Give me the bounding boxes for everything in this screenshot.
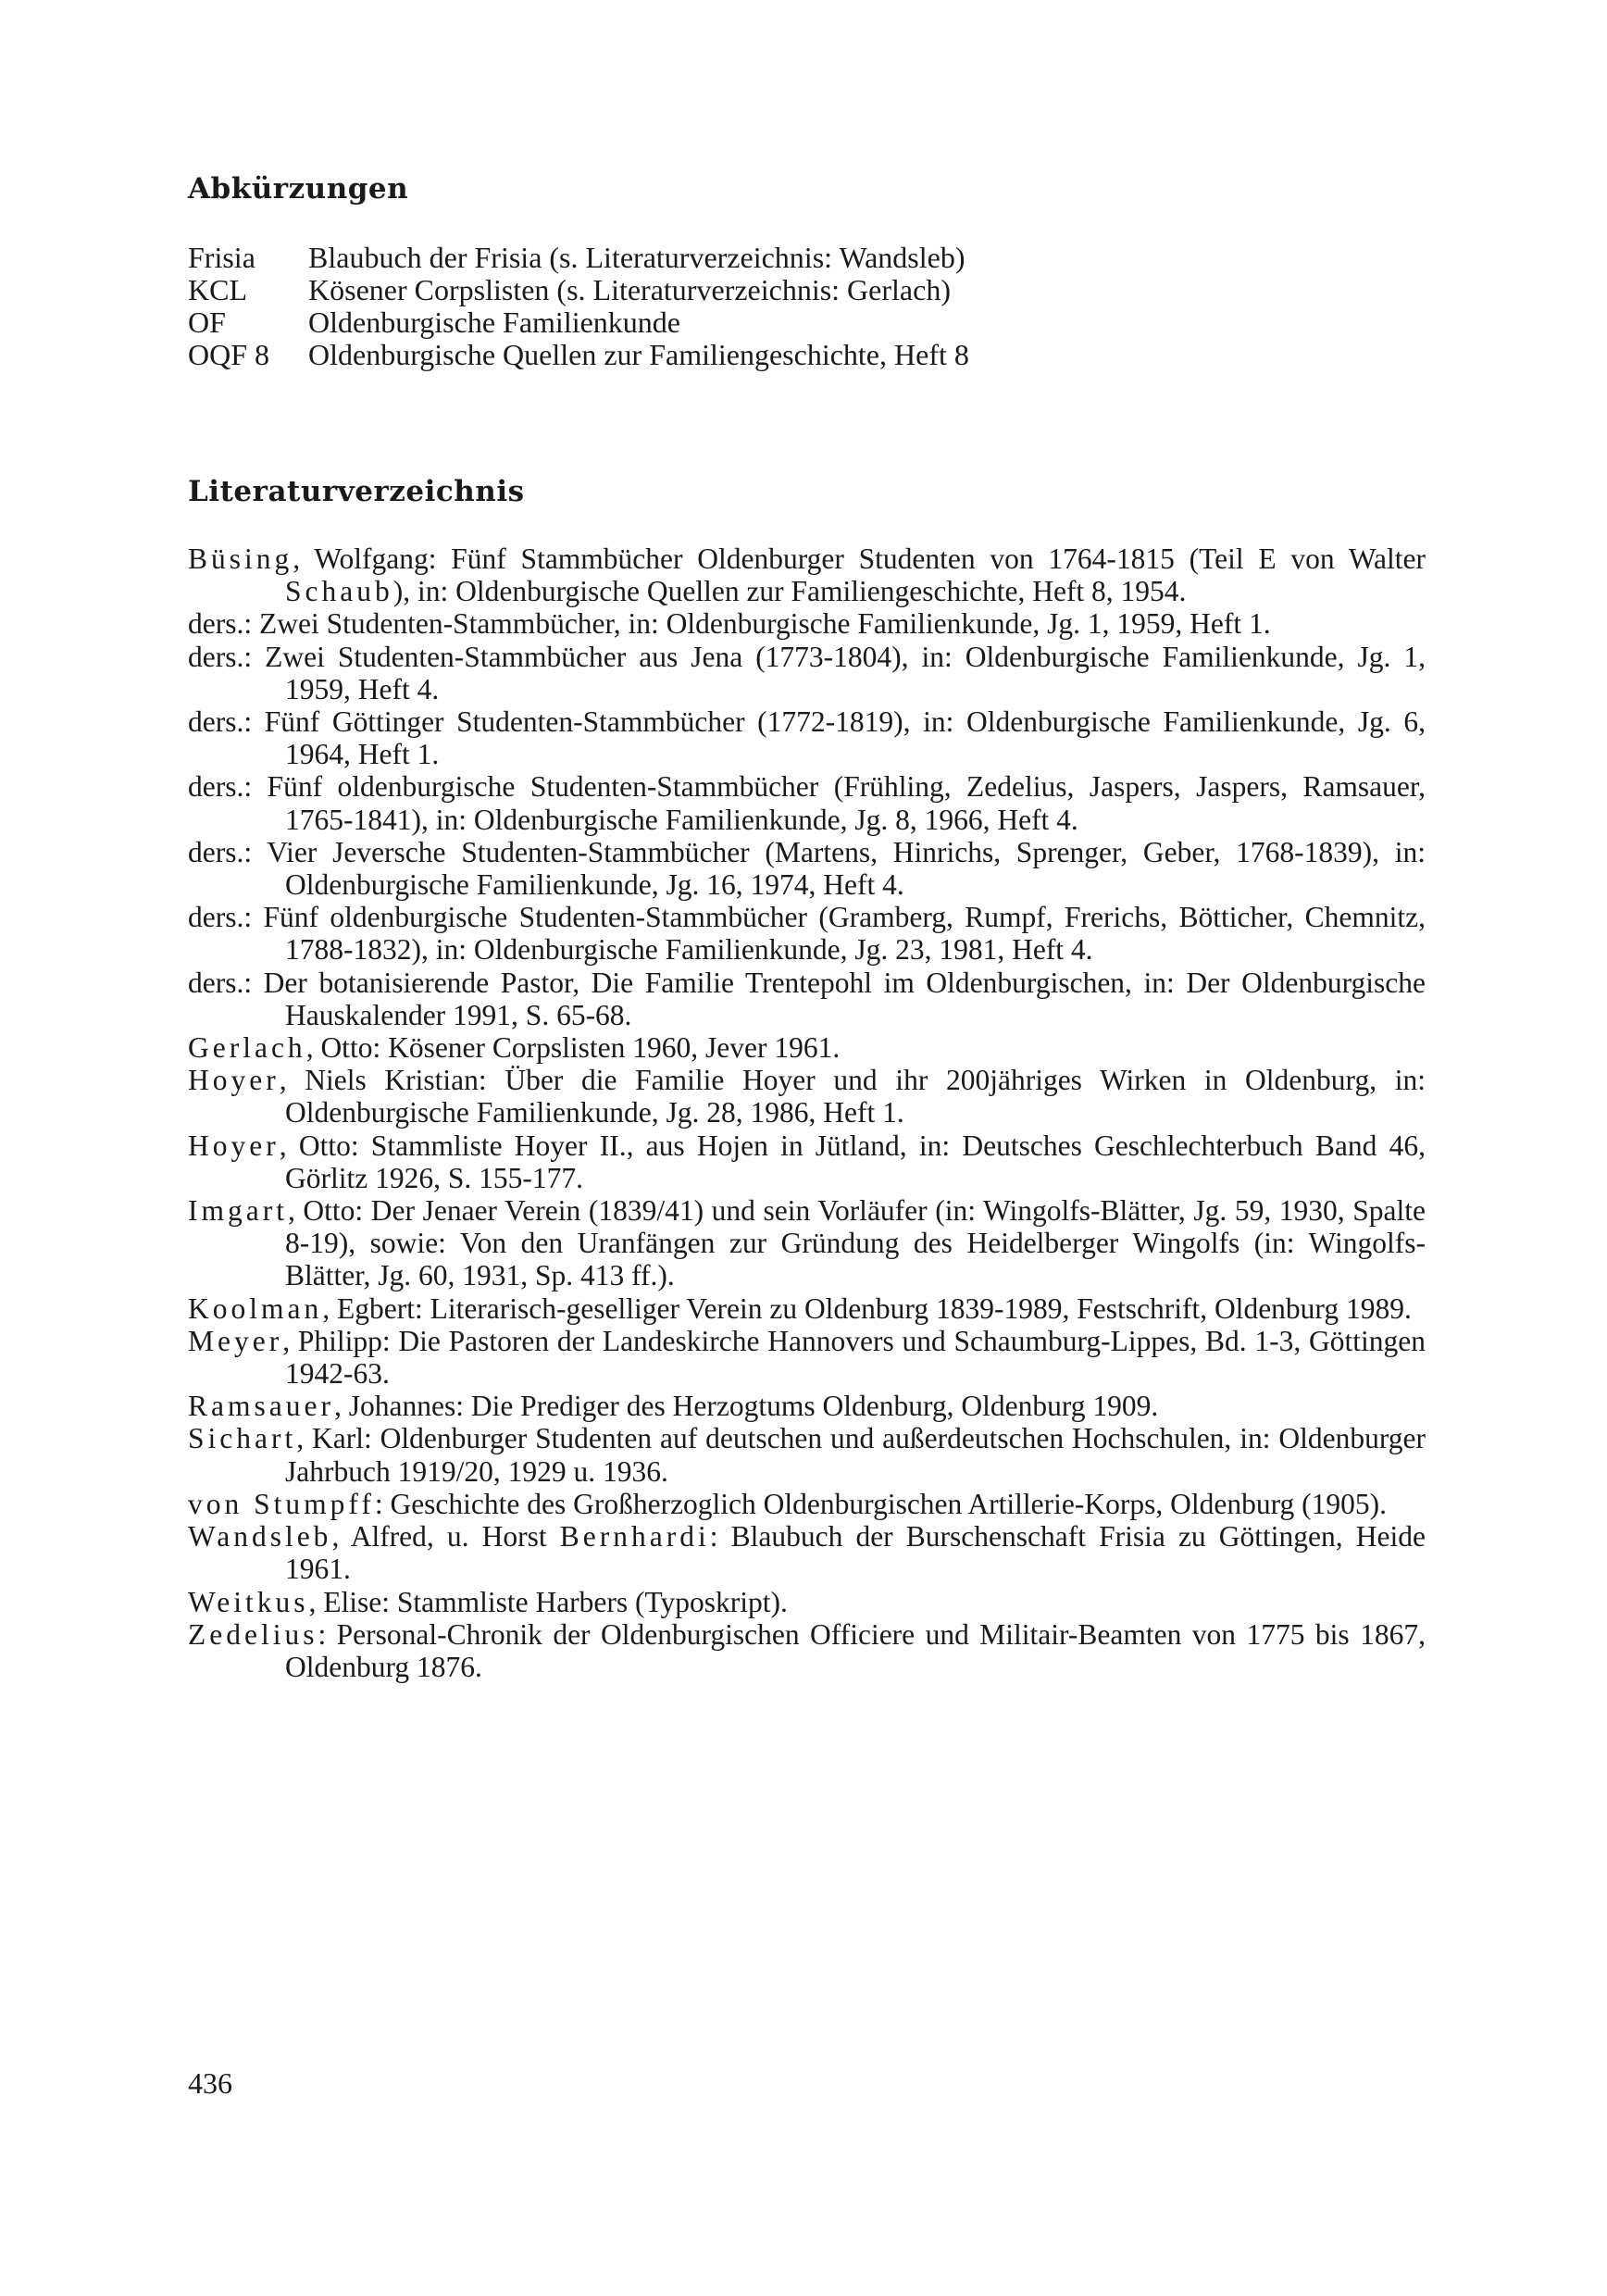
- abbreviation-key: KCL: [188, 273, 247, 306]
- entry-author: Gerlach: [188, 1031, 306, 1065]
- entry-text: : Der botanisierende Pastor, Die Familie Trentepohl im Oldenburgischen, in: Der Oldenburgische Hauskalender 1991, S. 65-68.: [243, 966, 1426, 1031]
- bibliography-entry: [188, 1390, 1426, 1422]
- entry-prefix: ders.: [188, 966, 244, 999]
- entry-text: : Geschichte des Großherzoglich Oldenburgischen Artillerie-Korps, Oldenburg (1905).: [374, 1487, 1387, 1520]
- entry-coauthor: Bernhardi: [559, 1520, 710, 1554]
- abbreviations-list: [188, 242, 1428, 371]
- entry-author: Hoyer: [188, 1064, 280, 1097]
- entry-text: , Otto: Der Jenaer Verein (1839/41) und sein Vorläufer (in: Wingolfs-Blätter, Jg. 59, 1930, Spalte 8-19), sowie: Von den Uranfängen zur Gründung des Heidelberger Wingolfs (in: Wingolfs-Blätter, Jg. 60, 1931, Sp. 413 ff.).: [285, 1194, 1426, 1292]
- entry-text: , Karl: Oldenburger Studenten auf deutschen und außerdeutschen Hochschulen, in: Oldenburger Jahrbuch 1919/20, 1929 u. 1936.: [285, 1422, 1426, 1488]
- bibliography-entry: [188, 770, 1426, 835]
- bibliography-entry: [188, 641, 1426, 705]
- abbreviation-value: Oldenburgische Familienkunde: [308, 306, 680, 339]
- entry-prefix: ders.: [188, 607, 244, 641]
- bibliography-entry: [188, 1064, 1426, 1129]
- entry-prefix: ders.: [188, 770, 244, 804]
- bibliography-entry: [188, 836, 1426, 901]
- literature-heading: Literaturverzeichnis: [188, 475, 525, 508]
- abbreviations-heading: Abkürzungen: [188, 172, 409, 206]
- bibliography-entry: [188, 1129, 1426, 1194]
- entry-author: Koolman: [188, 1292, 323, 1325]
- bibliography-entry: [188, 1292, 1426, 1325]
- bibliography-entry: [188, 1618, 1426, 1683]
- bibliography-entry: [188, 1194, 1426, 1292]
- bibliography-entry: [188, 607, 1426, 640]
- entry-author: Hoyer: [188, 1129, 280, 1162]
- page-number: 436: [188, 2066, 232, 2100]
- entry-text: : Zwei Studenten-Stammbücher, in: Oldenburgische Familienkunde, Jg. 1, 1959, Heft 1.: [243, 607, 1271, 641]
- abbreviation-row: [188, 339, 1428, 371]
- bibliography-entry: [188, 1586, 1426, 1618]
- entry-author: Wandsleb: [188, 1520, 332, 1554]
- bibliography-entry: [188, 967, 1426, 1031]
- bibliography-entry: [188, 543, 1426, 607]
- entry-author: Meyer: [188, 1324, 283, 1357]
- abbreviation-value: Oldenburgische Quellen zur Familiengeschichte, Heft 8: [308, 338, 969, 371]
- entry-text: : Fünf Göttinger Studenten-Stammbücher (1772-1819), in: Oldenburgische Familienkunde, Jg. 6, 1964, Heft 1.: [243, 705, 1426, 771]
- entry-text: : Fünf oldenburgische Studenten-Stammbücher (Frühling, Zedelius, Jaspers, Jaspers, Ramsauer, 1765-1841), in: Oldenburgische Familienkunde, Jg. 8, 1966, Heft 4.: [243, 770, 1426, 836]
- entry-prefix: ders.: [188, 901, 244, 934]
- abbreviation-key: OQF 8: [188, 338, 270, 371]
- entry-text: : Blaubuch der Burschenschaft Frisia zu Göttingen, Heide 1961.: [285, 1520, 1426, 1586]
- abbreviation-value: Blaubuch der Frisia (s. Literaturverzeichnis: Wandsleb): [308, 241, 965, 274]
- bibliography-entry: [188, 1422, 1426, 1487]
- entry-prefix: ders.: [188, 705, 244, 739]
- entry-text: , Alfred, u. Horst: [331, 1520, 560, 1554]
- entry-text: , Niels Kristian: Über die Familie Hoyer und ihr 200jähriges Wirken in Oldenburg, in: Oldenburgische Familienkunde, Jg. 28, 1986, Heft 1.: [279, 1064, 1426, 1129]
- entry-author: Sichart: [188, 1422, 297, 1455]
- bibliography-entry: [188, 705, 1426, 770]
- entry-author: Ramsauer: [188, 1390, 334, 1423]
- abbreviation-row: [188, 274, 1428, 306]
- entry-text: , Philipp: Die Pastoren der Landeskirche Hannovers und Schaumburg-Lippes, Bd. 1-3, Göttingen 1942-63.: [282, 1324, 1426, 1391]
- bibliography-entry: [188, 1031, 1426, 1064]
- abbreviation-row: [188, 242, 1428, 274]
- entry-text: : Zwei Studenten-Stammbücher aus Jena (1773-1804), in: Oldenburgische Familienkunde, Jg. 1, 1959, Heft 4.: [243, 640, 1426, 705]
- bibliography-list: [188, 543, 1426, 1683]
- abbreviation-key: Frisia: [188, 241, 255, 274]
- entry-text: , Egbert: Literarisch-geselliger Verein zu Oldenburg 1839-1989, Festschrift, Oldenburg 1989.: [322, 1292, 1412, 1325]
- abbreviation-value: Kösener Corpslisten (s. Literaturverzeichnis: Gerlach): [308, 273, 951, 306]
- bibliography-entry: [188, 901, 1426, 966]
- abbreviation-row: [188, 306, 1428, 339]
- entry-prefix: ders.: [188, 640, 244, 673]
- entry-text: , Johannes: Die Prediger des Herzogtums Oldenburg, Oldenburg 1909.: [333, 1390, 1159, 1423]
- entry-text: : Fünf oldenburgische Studenten-Stammbücher (Gramberg, Rumpf, Frerichs, Bötticher, Chemnitz, 1788-1832), in: Oldenburgische Familienkunde, Jg. 23, 1981, Heft 4.: [243, 901, 1426, 967]
- entry-author: Weitkus: [188, 1585, 309, 1618]
- entry-text: ), in: Oldenburgische Quellen zur Familiengeschichte, Heft 8, 1954.: [392, 575, 1187, 608]
- entry-coauthor: Schaub: [285, 575, 393, 608]
- entry-author: Büsing: [188, 543, 293, 575]
- entry-author: Zedelius: [188, 1617, 318, 1651]
- entry-author: Imgart: [188, 1194, 288, 1228]
- entry-text: : Personal-Chronik der Oldenburgischen Officiere und Militair-Beamten von 1775 bis 1867, Oldenburg 1876.: [285, 1617, 1426, 1683]
- entry-text: , Elise: Stammliste Harbers (Typoskript).: [308, 1585, 788, 1618]
- bibliography-entry: [188, 1520, 1426, 1585]
- bibliography-entry: [188, 1325, 1426, 1390]
- bibliography-entry: [188, 1488, 1426, 1520]
- entry-author: von Stumpff: [188, 1487, 375, 1520]
- entry-text: , Wolfgang: Fünf Stammbücher Oldenburger Studenten von 1764-1815 (Teil E von Walter: [293, 543, 1426, 575]
- entry-text: : Vier Jeversche Studenten-Stammbücher (Martens, Hinrichs, Sprenger, Geber, 1768-1839), in: Oldenburgische Familienkunde, Jg. 16, 1974, Heft 4.: [243, 835, 1426, 902]
- entry-prefix: ders.: [188, 835, 244, 868]
- entry-text: , Otto: Kösener Corpslisten 1960, Jever 1961.: [305, 1031, 841, 1065]
- entry-text: , Otto: Stammliste Hoyer II., aus Hojen in Jütland, in: Deutsches Geschlechterbuch Band 46, Görlitz 1926, S. 155-177.: [279, 1129, 1426, 1194]
- abbreviation-key: OF: [188, 306, 226, 339]
